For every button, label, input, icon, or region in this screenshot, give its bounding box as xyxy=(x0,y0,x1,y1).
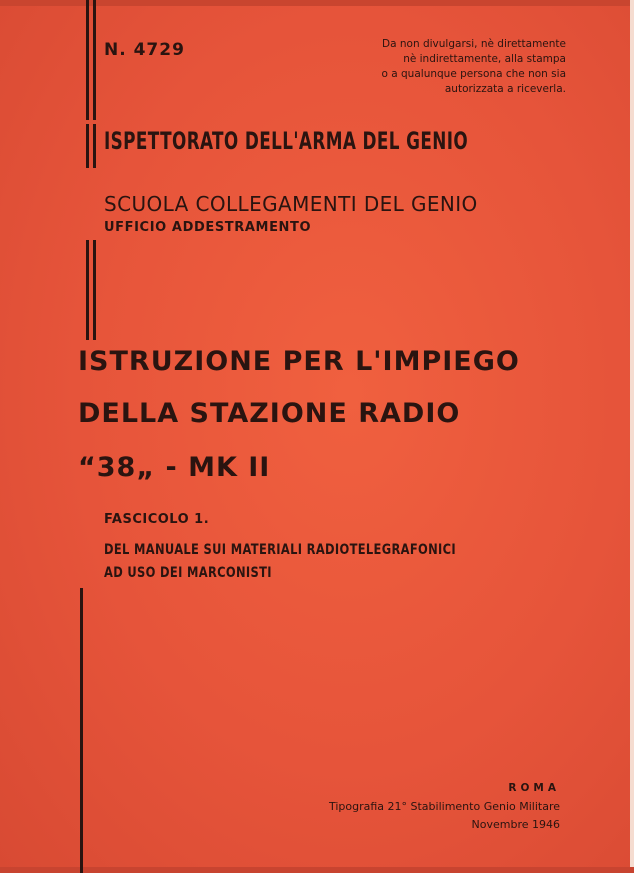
vertical-rule xyxy=(93,240,96,340)
imprint-printer: Tipografia 21° Stabilimento Genio Militare xyxy=(328,800,560,813)
title-line-3: “38„ - MK II xyxy=(78,452,271,483)
inspectorate-heading: ISPETTORATO DELL'ARMA DEL GENIO xyxy=(104,127,469,155)
manual-line-1: DEL MANUALE SUI MATERIALI RADIOTELEGRAFONICI xyxy=(104,542,457,558)
vertical-rule xyxy=(86,124,89,168)
imprint-city: ROMA xyxy=(508,782,560,794)
confidentiality-notice xyxy=(336,37,566,97)
vertical-rule xyxy=(93,0,96,120)
notice-line: autorizzata a riceverla. xyxy=(444,83,566,95)
document-number: N. 4729 xyxy=(104,40,185,60)
vertical-rule xyxy=(93,124,96,168)
vertical-rule xyxy=(86,0,89,120)
notice-line: nè indirettamente, alla stampa xyxy=(403,53,566,65)
notice-line: Da non divulgarsi, nè direttamente xyxy=(382,38,566,50)
vertical-rule xyxy=(80,588,83,873)
office-heading: UFFICIO ADDESTRAMENTO xyxy=(104,220,312,235)
title-line-2: DELLA STAZIONE RADIO xyxy=(78,398,461,429)
imprint-date: Novembre 1946 xyxy=(471,818,560,831)
fascicle-label: FASCICOLO 1. xyxy=(104,512,210,527)
right-edge xyxy=(630,0,634,873)
school-heading: SCUOLA COLLEGAMENTI DEL GENIO xyxy=(104,192,478,216)
manual-line-2: AD USO DEI MARCONISTI xyxy=(104,565,272,581)
notice-line: o a qualunque persona che non sia xyxy=(381,68,566,80)
title-line-1: ISTRUZIONE PER L'IMPIEGO xyxy=(78,346,520,377)
bottom-edge xyxy=(0,867,634,873)
vertical-rule xyxy=(86,240,89,340)
